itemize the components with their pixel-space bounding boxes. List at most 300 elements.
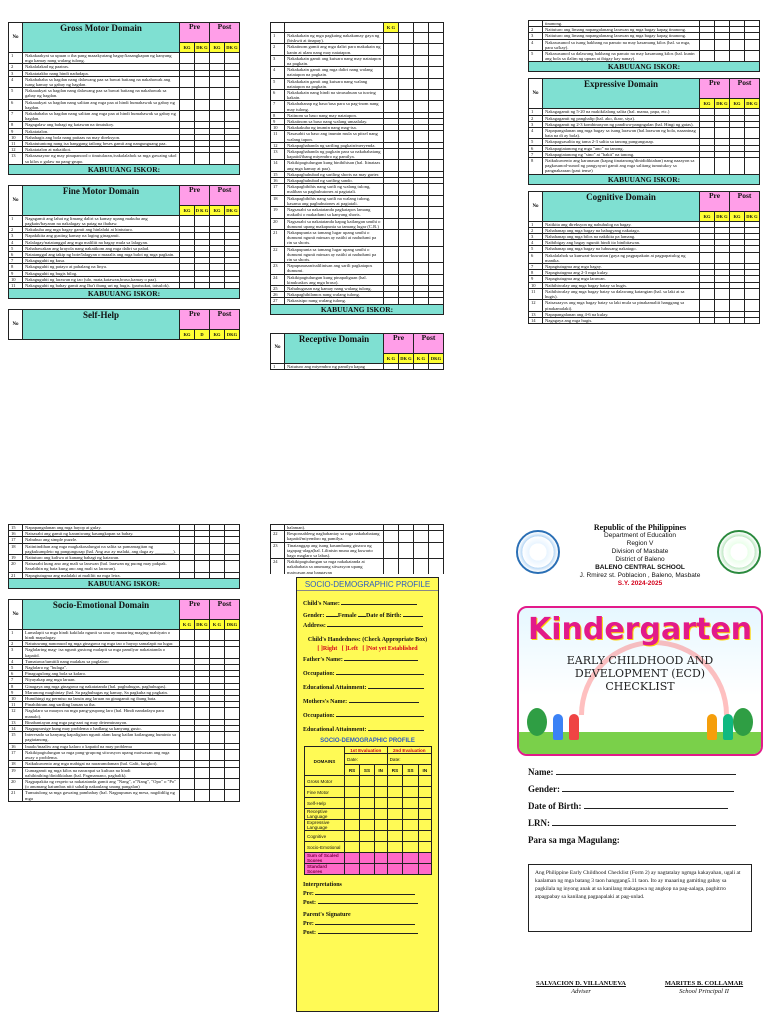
score-cell[interactable] bbox=[210, 790, 225, 801]
rs-col: RS bbox=[345, 765, 360, 776]
item-number: 23 bbox=[271, 263, 285, 274]
item-number: 18 bbox=[9, 543, 23, 554]
score-cell[interactable] bbox=[384, 229, 399, 246]
score-cell[interactable] bbox=[399, 229, 414, 246]
score-cell[interactable] bbox=[700, 39, 715, 50]
sdp-score-cell[interactable] bbox=[374, 798, 387, 809]
score-cell[interactable] bbox=[210, 767, 225, 778]
score-cell[interactable] bbox=[384, 531, 399, 542]
score-cell[interactable] bbox=[384, 160, 399, 171]
score-cell[interactable] bbox=[730, 158, 745, 175]
score-cell[interactable] bbox=[210, 629, 225, 640]
sdp-score-cell[interactable] bbox=[345, 776, 360, 787]
item-text: Lumalapit sa mga hindi kakilala ngunit sa una ay maaaring maging mahiyain o hindi mapalagay. bbox=[23, 629, 180, 640]
score-cell[interactable] bbox=[194, 790, 209, 801]
item-number: 3 bbox=[9, 233, 23, 239]
score-cell[interactable] bbox=[730, 39, 745, 50]
name-field[interactable] bbox=[556, 767, 736, 775]
sdp-score-cell[interactable] bbox=[403, 809, 418, 820]
item-text: Tumutulong sa mga gawaing pambahay (hal. Nagpupunas ng mesa, nagdidilig ng mga bbox=[23, 790, 180, 801]
score-cell[interactable] bbox=[700, 51, 715, 62]
score-cell[interactable] bbox=[179, 708, 194, 719]
sig-pre-field[interactable] bbox=[315, 919, 415, 925]
not-yet-checkbox[interactable]: [ ]Not yet Established bbox=[362, 646, 418, 652]
score-cell[interactable] bbox=[414, 131, 429, 142]
score-cell[interactable] bbox=[210, 88, 225, 99]
sdp-score-cell[interactable] bbox=[403, 831, 418, 842]
sdp-score-cell[interactable] bbox=[345, 809, 360, 820]
score-cell[interactable] bbox=[194, 629, 209, 640]
item-number: 10 bbox=[9, 134, 23, 140]
sdp-score-cell[interactable] bbox=[387, 842, 403, 853]
score-cell[interactable] bbox=[745, 300, 760, 311]
occupation-field[interactable] bbox=[336, 669, 424, 675]
score-cell[interactable] bbox=[399, 44, 414, 55]
score-cell[interactable] bbox=[730, 128, 745, 139]
gender-field[interactable] bbox=[562, 784, 734, 792]
score-cell[interactable] bbox=[384, 33, 399, 44]
score-cell[interactable] bbox=[225, 767, 240, 778]
score-cell[interactable] bbox=[699, 128, 714, 139]
item-text: Tinatanggap ang isang kasunduang ginawa ng tagapag-alaga(hal. Lilinisin muna ang kuwarto bago maglaro sa labas). bbox=[285, 542, 384, 559]
interp-pre-field[interactable] bbox=[315, 889, 415, 895]
self-help-header-table bbox=[8, 309, 240, 340]
cognitive-cont-table bbox=[8, 524, 240, 589]
score-cell[interactable] bbox=[714, 300, 729, 311]
score-cell[interactable] bbox=[194, 767, 209, 778]
sdp-score-cell[interactable] bbox=[345, 798, 360, 809]
score-cell[interactable] bbox=[399, 263, 414, 274]
score-cell[interactable] bbox=[399, 218, 414, 229]
score-cell[interactable] bbox=[210, 778, 225, 789]
score-cell[interactable] bbox=[715, 39, 730, 50]
sdp-score-cell[interactable] bbox=[403, 776, 418, 787]
score-cell[interactable] bbox=[179, 99, 194, 110]
score-cell[interactable] bbox=[210, 53, 225, 64]
item-number: 18 bbox=[271, 195, 285, 206]
item-number: 17 bbox=[271, 184, 285, 195]
score-cell[interactable] bbox=[429, 195, 444, 206]
score-cell[interactable] bbox=[399, 559, 414, 574]
score-cell[interactable] bbox=[399, 207, 414, 218]
child-name-label: Child's Name: bbox=[303, 601, 340, 607]
score-cell[interactable] bbox=[225, 153, 240, 164]
sdp-score-cell[interactable] bbox=[387, 787, 403, 798]
sdp-score-cell[interactable] bbox=[418, 798, 431, 809]
score-cell[interactable] bbox=[429, 131, 444, 142]
score-cell[interactable] bbox=[194, 111, 209, 122]
item-text: Nakagagamit ng panghalip (hal. ako, ikaw, siya). bbox=[543, 115, 700, 121]
ecd-line-1: EARLY CHILDHOOD AND bbox=[566, 654, 714, 667]
fathers-name-field[interactable] bbox=[344, 655, 418, 661]
score-cell[interactable] bbox=[210, 708, 225, 719]
sdp-score-cell[interactable] bbox=[418, 787, 431, 798]
score-cell[interactable] bbox=[730, 51, 745, 62]
score-cell[interactable] bbox=[745, 158, 760, 175]
score-cell[interactable] bbox=[210, 215, 225, 226]
score-cell[interactable] bbox=[384, 542, 399, 559]
score-cell[interactable] bbox=[179, 153, 194, 164]
score-cell[interactable] bbox=[225, 76, 240, 87]
score-cell[interactable] bbox=[225, 708, 240, 719]
score-cell[interactable] bbox=[210, 153, 225, 164]
item-text: Nakapagtatanong ng mga "ano" na tanong. bbox=[543, 145, 700, 151]
item-number: 10 bbox=[9, 276, 23, 282]
score-cell[interactable] bbox=[414, 55, 429, 66]
sdp-score-cell[interactable] bbox=[403, 787, 418, 798]
score-cell[interactable] bbox=[399, 67, 414, 78]
score-cell[interactable] bbox=[414, 149, 429, 160]
score-cell[interactable] bbox=[195, 543, 210, 554]
score-cell[interactable] bbox=[730, 300, 745, 311]
score-cell[interactable] bbox=[429, 101, 444, 112]
score-cell[interactable] bbox=[225, 790, 240, 801]
score-cell[interactable] bbox=[384, 131, 399, 142]
score-cell[interactable] bbox=[414, 363, 429, 369]
score-cell[interactable] bbox=[429, 78, 444, 89]
sdp-score-cell[interactable] bbox=[345, 842, 360, 853]
score-cell[interactable] bbox=[399, 131, 414, 142]
score-cell[interactable] bbox=[429, 90, 444, 101]
sdp-score-cell[interactable] bbox=[374, 787, 387, 798]
score-cell[interactable] bbox=[699, 300, 714, 311]
score-cell[interactable] bbox=[399, 160, 414, 171]
score-cell[interactable] bbox=[384, 263, 399, 274]
score-cell[interactable] bbox=[384, 149, 399, 160]
score-cell[interactable] bbox=[429, 263, 444, 274]
score-cell[interactable] bbox=[399, 542, 414, 559]
sdp-score-cell[interactable] bbox=[403, 798, 418, 809]
score-cell[interactable] bbox=[745, 128, 760, 139]
score-cell[interactable] bbox=[399, 78, 414, 89]
sdp-score-cell[interactable] bbox=[387, 820, 403, 831]
score-cell[interactable] bbox=[745, 252, 760, 263]
left-checkbox[interactable]: [ ]Left bbox=[341, 646, 358, 652]
score-cell[interactable] bbox=[225, 111, 240, 122]
score-cell[interactable] bbox=[414, 101, 429, 112]
sdp-score-cell[interactable] bbox=[403, 820, 418, 831]
sdp-score-cell[interactable] bbox=[387, 831, 403, 842]
item-number: 3 bbox=[9, 70, 23, 76]
item-text: Nakakakuha ng inumin nang mag-isa. bbox=[285, 125, 384, 131]
sdp-score-cell[interactable] bbox=[374, 776, 387, 787]
score-cell[interactable] bbox=[179, 749, 194, 760]
score-cell[interactable] bbox=[429, 67, 444, 78]
score-cell[interactable] bbox=[225, 88, 240, 99]
sdp-score-cell[interactable] bbox=[418, 831, 431, 842]
score-cell[interactable] bbox=[384, 67, 399, 78]
score-cell[interactable] bbox=[414, 246, 429, 263]
score-cell[interactable] bbox=[399, 101, 414, 112]
score-cell[interactable] bbox=[384, 44, 399, 55]
score-cell[interactable] bbox=[194, 88, 209, 99]
score-cell[interactable] bbox=[383, 363, 398, 369]
pre-header: Pre bbox=[383, 333, 413, 353]
dob-field[interactable] bbox=[403, 611, 423, 617]
interp-post-field[interactable] bbox=[318, 898, 418, 904]
score-cell[interactable] bbox=[414, 559, 429, 574]
score-cell[interactable] bbox=[699, 317, 714, 323]
educational2-field[interactable] bbox=[368, 725, 424, 731]
score-cell[interactable] bbox=[429, 363, 444, 369]
score-cell[interactable] bbox=[414, 542, 429, 559]
score-cell[interactable] bbox=[179, 111, 194, 122]
score-cell[interactable] bbox=[225, 647, 240, 658]
score-col-header: K G bbox=[414, 353, 429, 363]
score-cell[interactable] bbox=[194, 99, 209, 110]
score-cell[interactable] bbox=[195, 561, 210, 572]
item-text: Humihingi ng permiso na laruin ang laruan na ginagamit ng ibang bata. bbox=[23, 696, 180, 702]
score-cell[interactable] bbox=[745, 288, 760, 299]
score-cell[interactable] bbox=[384, 90, 399, 101]
item-number: 5 bbox=[9, 665, 23, 671]
score-cell[interactable] bbox=[745, 317, 760, 323]
score-cell[interactable] bbox=[180, 561, 195, 572]
gender-field[interactable] bbox=[326, 611, 338, 617]
score-cell[interactable] bbox=[225, 543, 240, 554]
score-cell[interactable] bbox=[414, 195, 429, 206]
pre-header: Pre bbox=[179, 310, 209, 330]
score-cell[interactable] bbox=[429, 542, 444, 559]
score-cell[interactable] bbox=[194, 215, 209, 226]
score-cell[interactable] bbox=[194, 732, 209, 743]
sdp-score-cell[interactable] bbox=[360, 831, 375, 842]
sdp-domain-label: Receptive Language bbox=[305, 809, 345, 820]
sdp-score-cell[interactable] bbox=[374, 809, 387, 820]
sdp-score-cell[interactable] bbox=[345, 820, 360, 831]
sdp-score-cell[interactable] bbox=[403, 842, 418, 853]
score-cell[interactable] bbox=[210, 543, 225, 554]
score-cell[interactable] bbox=[384, 55, 399, 66]
score-cell[interactable] bbox=[384, 274, 399, 285]
sdp-score-cell[interactable] bbox=[374, 820, 387, 831]
score-cell[interactable] bbox=[429, 33, 444, 44]
score-cell[interactable] bbox=[414, 184, 429, 195]
lrn-field[interactable] bbox=[552, 818, 736, 826]
right-checkbox[interactable]: [ ]Right bbox=[317, 646, 338, 652]
score-cell[interactable] bbox=[414, 218, 429, 229]
item-text: Naglalaro sa maayos na mga pang-grupong laro (hal. Hindi nandadaya para manalo). bbox=[23, 708, 180, 719]
score-cell[interactable] bbox=[414, 229, 429, 246]
sdp-score-cell[interactable] bbox=[345, 787, 360, 798]
score-cell[interactable] bbox=[384, 195, 399, 206]
item-text: Pinagugulong ang bola sa kalaro. bbox=[23, 671, 180, 677]
score-cell[interactable] bbox=[699, 252, 714, 263]
sdp-score-cell[interactable] bbox=[360, 776, 375, 787]
score-cell[interactable] bbox=[225, 749, 240, 760]
score-cell[interactable] bbox=[384, 246, 399, 263]
score-cell[interactable] bbox=[225, 629, 240, 640]
score-cell[interactable] bbox=[225, 561, 240, 572]
item-text: Natuturo ang miyembro ng pamilya kapag bbox=[285, 363, 384, 369]
score-cell[interactable] bbox=[179, 88, 194, 99]
score-cell[interactable] bbox=[714, 252, 729, 263]
score-cell[interactable] bbox=[399, 246, 414, 263]
score-cell[interactable] bbox=[429, 229, 444, 246]
item-text: Naituturo ang kaliwa at kanang bahagi ng katawan. bbox=[23, 555, 180, 561]
sdp-domain-row bbox=[305, 809, 432, 820]
item-number: 2 bbox=[529, 227, 543, 233]
score-cell[interactable] bbox=[179, 53, 194, 64]
score-cell[interactable] bbox=[429, 44, 444, 55]
score-cell[interactable] bbox=[429, 184, 444, 195]
score-cell[interactable] bbox=[225, 99, 240, 110]
sdp-score-cell[interactable] bbox=[374, 842, 387, 853]
score-cell[interactable] bbox=[715, 51, 730, 62]
child-name-field[interactable] bbox=[341, 599, 417, 605]
score-cell[interactable] bbox=[429, 559, 444, 574]
occupation2-label: Occupation: bbox=[303, 713, 335, 719]
score-cell[interactable] bbox=[179, 732, 194, 743]
score-cell[interactable] bbox=[414, 531, 429, 542]
sdp-score-cell[interactable] bbox=[387, 809, 403, 820]
score-cell[interactable] bbox=[699, 158, 714, 175]
checklist-row bbox=[271, 149, 444, 160]
score-cell[interactable] bbox=[384, 218, 399, 229]
sdp-score-cell[interactable] bbox=[418, 842, 431, 853]
score-cell[interactable] bbox=[210, 749, 225, 760]
score-cell[interactable] bbox=[429, 207, 444, 218]
score-cell[interactable] bbox=[384, 78, 399, 89]
score-cell[interactable] bbox=[414, 274, 429, 285]
score-cell[interactable] bbox=[429, 274, 444, 285]
score-cell[interactable] bbox=[194, 53, 209, 64]
mothers-name-field[interactable] bbox=[349, 697, 419, 703]
score-cell[interactable] bbox=[745, 51, 760, 62]
checklist-row bbox=[529, 51, 760, 62]
score-cell[interactable] bbox=[399, 149, 414, 160]
score-cell[interactable] bbox=[699, 288, 714, 299]
checklist-row bbox=[271, 207, 444, 218]
score-cell[interactable] bbox=[384, 559, 399, 574]
score-cell[interactable] bbox=[414, 263, 429, 274]
score-cell[interactable] bbox=[399, 55, 414, 66]
score-cell[interactable] bbox=[414, 33, 429, 44]
score-cell[interactable] bbox=[210, 561, 225, 572]
item-text: Napagtutugma ang malalaki at maliliit na mga letra. bbox=[23, 572, 180, 578]
item-number: 19 bbox=[9, 555, 23, 561]
eval2-date[interactable]: Date: bbox=[387, 754, 431, 765]
score-cell[interactable] bbox=[730, 288, 745, 299]
score-cell[interactable] bbox=[180, 543, 195, 554]
score-cell[interactable] bbox=[179, 647, 194, 658]
score-cell[interactable] bbox=[179, 76, 194, 87]
dob-field[interactable] bbox=[584, 801, 728, 809]
score-cell[interactable] bbox=[194, 647, 209, 658]
score-cell[interactable] bbox=[429, 531, 444, 542]
score-cell[interactable] bbox=[384, 207, 399, 218]
sdp-score-cell[interactable] bbox=[360, 842, 375, 853]
score-col-header: DKG bbox=[225, 619, 240, 629]
educational-field[interactable] bbox=[368, 683, 424, 689]
occupation2-field[interactable] bbox=[336, 711, 424, 717]
score-cell[interactable] bbox=[210, 732, 225, 743]
score-cell[interactable] bbox=[225, 215, 240, 226]
sdp-score-cell[interactable] bbox=[387, 776, 403, 787]
score-cell[interactable] bbox=[398, 363, 413, 369]
score-cell[interactable] bbox=[194, 749, 209, 760]
item-text: Nakasusunod sa isang hakbang na panuto na may kasamang kilos (hal. sa mga, para sa/kay). bbox=[543, 39, 700, 50]
score-cell[interactable] bbox=[179, 629, 194, 640]
sdp-score-cell[interactable] bbox=[360, 798, 375, 809]
score-cell[interactable] bbox=[414, 67, 429, 78]
score-cell[interactable] bbox=[399, 33, 414, 44]
score-cell[interactable] bbox=[225, 778, 240, 789]
score-cell[interactable] bbox=[194, 153, 209, 164]
score-cell[interactable] bbox=[210, 76, 225, 87]
sdp-score-cell[interactable] bbox=[360, 809, 375, 820]
checklist-row bbox=[271, 160, 444, 171]
item-number: 15 bbox=[271, 171, 285, 177]
score-cell[interactable] bbox=[714, 158, 729, 175]
score-cell[interactable] bbox=[179, 778, 194, 789]
score-cell[interactable] bbox=[399, 274, 414, 285]
score-cell[interactable] bbox=[414, 207, 429, 218]
score-cell[interactable] bbox=[210, 99, 225, 110]
score-cell[interactable] bbox=[429, 55, 444, 66]
score-cell[interactable] bbox=[414, 44, 429, 55]
score-cell[interactable] bbox=[225, 53, 240, 64]
sdp-score-cell[interactable] bbox=[345, 831, 360, 842]
score-cell[interactable] bbox=[210, 111, 225, 122]
score-cell[interactable] bbox=[414, 78, 429, 89]
score-cell[interactable] bbox=[179, 767, 194, 778]
score-cell[interactable] bbox=[194, 778, 209, 789]
sig-post-field[interactable] bbox=[318, 928, 418, 934]
score-cell[interactable] bbox=[714, 317, 729, 323]
sdp-score-cell[interactable] bbox=[387, 798, 403, 809]
item-text: Naituturo ang limang napangalanang larawan ng mga bagay kapag tinanong. bbox=[543, 33, 700, 39]
score-cell[interactable] bbox=[429, 218, 444, 229]
standard-scores-label: Standard Scores bbox=[305, 864, 345, 875]
score-cell[interactable] bbox=[414, 90, 429, 101]
score-cell[interactable] bbox=[194, 76, 209, 87]
score-cell[interactable] bbox=[745, 39, 760, 50]
score-cell[interactable] bbox=[399, 195, 414, 206]
sdp-score-cell[interactable] bbox=[374, 831, 387, 842]
item-text: Nalalagay/natatanggal ang mga maliliit na bagay mula sa lalagyan. bbox=[23, 239, 180, 245]
score-cell[interactable] bbox=[194, 708, 209, 719]
sdp-score-cell[interactable] bbox=[418, 820, 431, 831]
score-cell[interactable] bbox=[210, 647, 225, 658]
score-cell[interactable] bbox=[399, 184, 414, 195]
score-cell[interactable] bbox=[179, 790, 194, 801]
score-cell[interactable] bbox=[399, 90, 414, 101]
score-cell[interactable] bbox=[730, 252, 745, 263]
item-text: Natutuwang nanonuod ng mga ginagawa ng mga tao o hayop samalapit na lugar. bbox=[23, 641, 180, 647]
school-address: J. Rmirez st. Poblacion , Baleno, Masbate bbox=[579, 572, 701, 579]
score-cell[interactable] bbox=[730, 317, 745, 323]
sdp-score-cell[interactable] bbox=[360, 820, 375, 831]
eval1-date[interactable]: Date: bbox=[345, 754, 388, 765]
score-cell[interactable] bbox=[714, 288, 729, 299]
score-cell[interactable] bbox=[429, 149, 444, 160]
item-number: 21 bbox=[9, 572, 23, 578]
score-cell[interactable] bbox=[179, 215, 194, 226]
score-cell[interactable] bbox=[225, 732, 240, 743]
address-field[interactable] bbox=[327, 621, 423, 627]
score-cell[interactable] bbox=[414, 160, 429, 171]
score-cell[interactable] bbox=[384, 184, 399, 195]
sdp-score-cell[interactable] bbox=[418, 776, 431, 787]
score-cell[interactable] bbox=[399, 531, 414, 542]
score-cell[interactable] bbox=[384, 101, 399, 112]
sdp-score-cell[interactable] bbox=[360, 787, 375, 798]
score-cell[interactable] bbox=[714, 128, 729, 139]
sdp-score-cell[interactable] bbox=[418, 809, 431, 820]
score-cell[interactable] bbox=[429, 246, 444, 263]
score-cell[interactable] bbox=[429, 160, 444, 171]
